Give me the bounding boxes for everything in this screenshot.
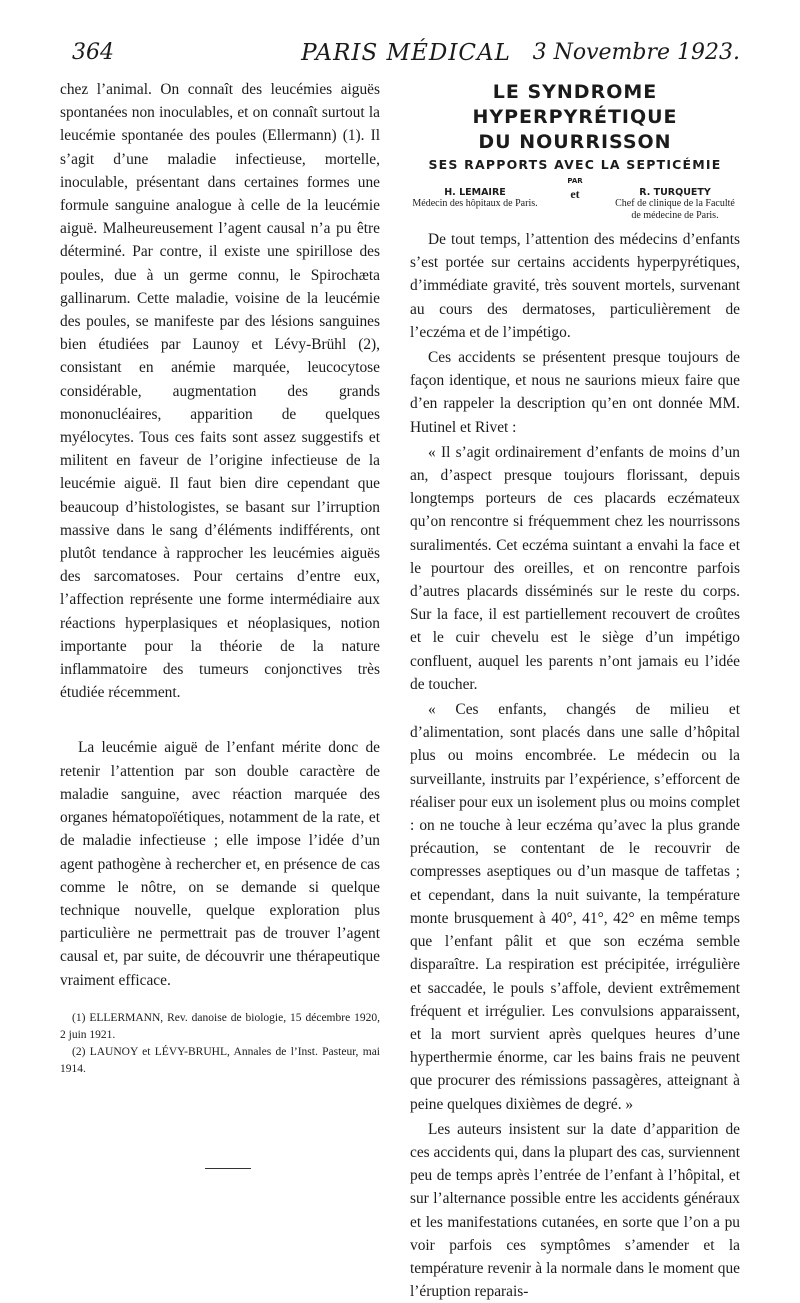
author-1-name: H. LEMAIRE [444, 187, 506, 198]
author-2-name: R. TURQUETY [639, 187, 711, 198]
page-header [72, 40, 740, 74]
issue-date: 3 Novembre 1923. [532, 40, 740, 65]
article-title-line-2: HYPERPYRÉTIQUE [472, 106, 678, 128]
left-paragraph-2: La leucémie aiguë de l’enfant mérite donc de retenir l’attention par son double caractère de maladie sanguine, avec réaction marquée des organes hématopoïétiques, notamment de la rate, et de maladie infectieuse ; elle impose l’idée d’un agent pathogène à rechercher et, en présence de cas comme le nôtre, on se demande si quelque technique nouvelle, quelque exploration plus particulière ne permettrait pas de trouver l’agent causal et, par suite, de découvrir une thérapeutique vraiment efficace. [60, 739, 380, 989]
right-paragraph-4: « Ces enfants, changés de milieu et d’alimentation, sont placés dans une salle d’hôpital plus ou moins encombrée. Le médecin ou la surveillante, instruits par l’expérience, s’efforcent de réaliser pour eux un isolement plus ou moins complet : on ne touche à leur eczéma qu’avec la plus grande précaution, se contentant de le recouvrir de compresses aseptiques ou d’un masque de taffetas ; et cependant, dans la nuit suivante, la température monte brusquement à 40°, 41°, 42° en même temps que l’enfant pâlit et que son eczéma semble disparaître. La respiration est précipitée, irrégulière et saccadée, le pouls s’affole, devient extrêmement fréquent et irrégulier. Les convulsions apparaissent, et la mort survient après quelques heures d’une hyperthermie énorme, car les bains frais ne peuvent que procurer des rémissions passagères, atteignant à peine quelques dixièmes de degré. » [410, 701, 740, 1113]
page-number: 364 [72, 40, 114, 65]
journal-title: PARIS MÉDICAL [301, 40, 511, 66]
right-column [410, 78, 740, 1303]
left-column [60, 78, 380, 1169]
left-paragraph-1: chez l’animal. On connaît des leucémies aiguës spontanées non inoculables, et on connaît surtout la leucémie spontanée des poules (Ellermann) (1). Il s’agit d’une maladie infectieuse, mortelle, inoculable, présentant dans certaines formes une formule sanguine analogue à celle de la leucémie aiguë. Malheureusement l’agent causal n’a pu être déterminé. Par contre, il existe une spirillose des poules, due à un germe connu, le Spirochæta gallinarum. Cette maladie, voisine de la leucémie des poules, se manifeste par des lésions sanguines bien étudiées par Launoy et Lévy-Brühl (2), consistant en anémie marquée, leucocytose considérable, augmentation des grands mononucléaires, apparition de quelques myélocytes. Tous ces faits sont assez suggestifs et militent en faveur de l’origine infectieuse de la leucémie aiguë. Il faut bien dire cependant que beaucoup d’histologistes, se basant sur l’irruption massive dans le sang d’éléments indifférents, ont plutôt tendance à rapprocher les leucémies aiguës des sarcomatoses. Pour certains d’entre eux, l’affection représente une forme intermédiaire aux réactions hyperplasiques et néoplasiques, notion importante pour la théorie de la nature inflammatoire des tumeurs conjonctives très étudiée récemment. [60, 81, 380, 702]
article-title-line-3: DU NOURRISSON [478, 131, 672, 153]
article-subtitle: SES RAPPORTS AVEC LA SEPTICÉMIE [428, 157, 722, 172]
author-1 [410, 187, 540, 210]
authors [410, 187, 740, 222]
article-heading [410, 82, 740, 222]
author-2 [610, 187, 740, 222]
author-2-role: Chef de clinique de la Faculté de médecine de Paris. [615, 198, 735, 221]
author-1-role: Médecin des hôpitaux de Paris. [412, 198, 538, 209]
right-paragraph-5: Les auteurs insistent sur la date d’apparition de ces accidents qui, dans la plupart des cas, surviennent peu de temps après l’entrée de l’enfant à l’hôpital, et sur l’alternance possible entre les accidents généraux et les manifestations cutanées, en sorte que l’on a pu voir parfois ces symptômes s’amender et la température revenir à la normale dans le moment que l’éruption reparais- [410, 1120, 740, 1301]
byline-par: PAR [567, 177, 583, 185]
right-paragraph-3: « Il s’agit ordinairement d’enfants de moins d’un an, d’aspect presque toujours florissant, depuis longtemps porteurs de ces placards eczémateux qu’on rencontre si fréquemment chez les nourrissons suralimentés. Cet eczéma suintant a envahi la face et le pourtour des oreilles, et on rencontre parfois d’autres placards disséminés sur le reste du corps. Sur la face, il est partiellement recouvert de croûtes et le cuir chevelu est le siège d’un impétigo confluent, auquel les parents n’ont jamais eu l’idée de toucher. [410, 443, 740, 693]
footnote-2: (2) LAUNOY et LÉVY-BRUHL, Annales de l’Inst. Pasteur, mai 1914. [60, 1045, 380, 1075]
footnotes [60, 1010, 380, 1078]
article-title-line-1: LE SYNDROME [492, 81, 658, 103]
right-paragraph-1: De tout temps, l’attention des médecins d’enfants s’est portée sur certains accidents hyperpyrétiques, d’immédiate gravité, très souvent mortels, survenant au cours des dermatoses, particulièrement de l’eczéma et de l’impétigo. [410, 231, 740, 341]
right-paragraph-2: Ces accidents se présentent presque toujours de façon identique, et nous ne saurions mieux faire que d’en rappeler la description qu’en ont donnée MM. Hutinel et Rivet : [410, 349, 740, 436]
section-end-rule [205, 1168, 251, 1169]
footnote-1: (1) ELLERMANN, Rev. danoise de biologie, 15 décembre 1920, 2 juin 1921. [60, 1011, 380, 1041]
author-conjunction: et [570, 187, 580, 201]
